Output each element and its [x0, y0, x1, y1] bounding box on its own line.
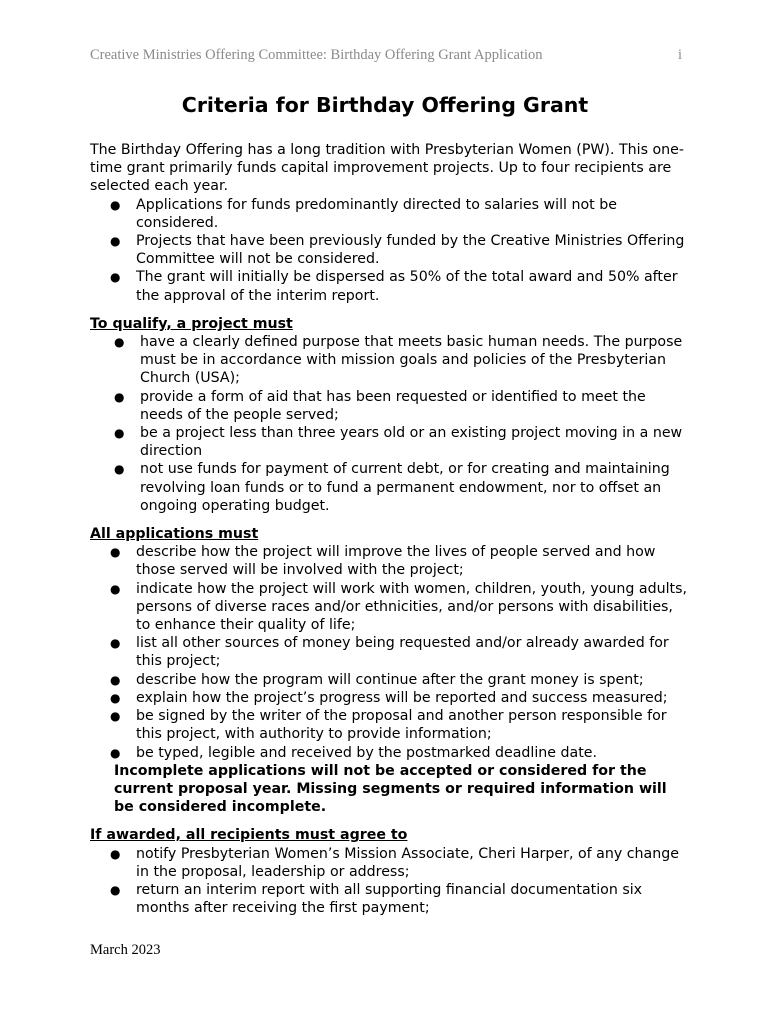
list-item: ● Projects that have been previously funded by the Creative Ministries Offering Committee will not be considered.: [90, 232, 690, 268]
list-item: ● list all other sources of money being requested and/or already awarded for this project;: [90, 634, 690, 670]
page-header: [90, 47, 682, 64]
list-item: ● Applications for funds predominantly directed to salaries will not be considered.: [90, 196, 690, 232]
qualify-list: [90, 333, 690, 515]
incomplete-warning: Incomplete applications will not be accepted or considered for the current proposal year. Missing segments or required information will be considered incomplete.: [114, 762, 667, 816]
applications-heading: All applications must: [90, 526, 259, 543]
intro-paragraph: The Birthday Offering has a long tradition with Presbyterian Women (PW). This one-time grant primarily funds capital improvement projects. Up to four recipients are selected each year.: [90, 142, 685, 195]
list-item: ● not use funds for payment of current debt, or for creating and maintaining revolving loan funds or to fund a permanent endowment, nor to offset an ongoing operating budget.: [90, 460, 690, 515]
running-title: Creative Ministries Offering Committee: Birthday Offering Grant Application: [90, 47, 543, 63]
qualify-heading: To qualify, a project must: [90, 315, 293, 332]
list-item: ● return an interim report with all supporting financial documentation six months after receiving the first payment;: [90, 881, 690, 917]
list-item: ● explain how the project’s progress will be reported and success measured;: [90, 689, 690, 707]
page-number: i: [677, 47, 682, 63]
list-item: ● describe how the program will continue after the grant money is spent;: [90, 671, 690, 689]
list-item: ● notify Presbyterian Women’s Mission Associate, Cheri Harper, of any change in the proposal, leadership or address;: [90, 845, 690, 881]
list-item: ● be a project less than three years old or an existing project moving in a new direction: [90, 424, 690, 460]
applications-list: [90, 543, 690, 761]
awarded-list: [90, 845, 690, 918]
list-item: ● The grant will initially be dispersed as 50% of the total award and 50% after the approval of the interim report.: [90, 268, 690, 304]
list-item: ● be signed by the writer of the proposal and another person responsible for this project, with authority to provide information;: [90, 707, 690, 743]
awarded-heading: If awarded, all recipients must agree to: [90, 827, 408, 844]
intro-bullet-list: [90, 196, 690, 305]
list-item: ● provide a form of aid that has been requested or identified to meet the needs of the people served;: [90, 388, 690, 424]
list-item: ● describe how the project will improve the lives of people served and how those served will be involved with the project;: [90, 543, 690, 579]
list-item: ● be typed, legible and received by the postmarked deadline date.: [90, 744, 690, 762]
list-item: ● have a clearly defined purpose that meets basic human needs. The purpose must be in accordance with mission goals and policies of the Presbyterian Church (USA);: [90, 333, 690, 388]
document-title: Criteria for Birthday Offering Grant: [181, 93, 589, 117]
document-body: [90, 141, 690, 917]
page-footer: March 2023: [90, 942, 161, 958]
list-item: ● indicate how the project will work with women, children, youth, young adults, persons of diverse races and/or ethnicities, and/or persons with disabilities, to enhance their quality of life;: [90, 580, 690, 635]
